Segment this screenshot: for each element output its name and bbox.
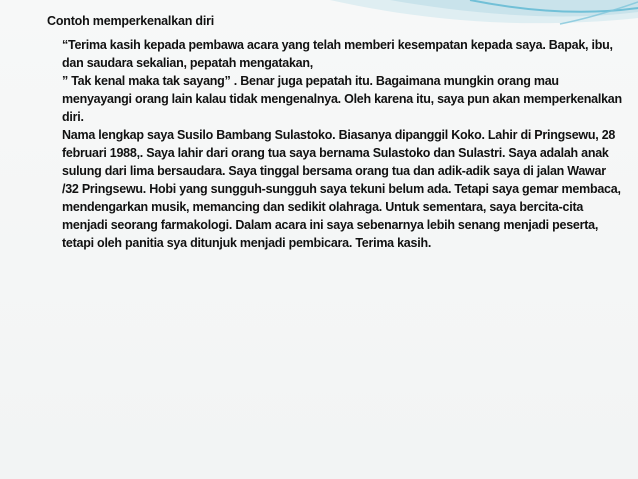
paragraph-opening: “Terima kasih kepada pembawa acara yang telah memberi kesempatan kepada saya. Bapak, ibu, dan saudara sekalian, pepatah mengatakan, xyxy=(62,38,613,70)
paragraph-proverb: ” Tak kenal maka tak sayang” . Benar juga pepatah itu. Bagaimana mungkin orang mau menyayangi orang lain kalau tidak mengenalnya. Oleh karena itu, saya pun akan memperkenalkan diri. xyxy=(62,74,622,124)
slide-title: Contoh memperkenalkan diri xyxy=(47,14,215,28)
paragraph-introduction: Nama lengkap saya Susilo Bambang Sulastoko. Biasanya dipanggil Koko. Lahir di Pringsewu, 28 februari 1988,. Saya lahir dari orang tua saya bernama Sulastoko dan Sulastri. Saya adalah anak sulung dari lima bersaudara. Saya tinggal bersama orang tua dan adik-adik saya di jalan Wawar /32 Pringsewu. Hobi yang sungguh-sungguh saya tekuni belum ada. Tetapi saya gemar membaca, mendengarkan musik, memancing dan sedikit olahraga. Untuk sementara, saya bercita-cita menjadi seorang farmakologi. Dalam acara ini saya sebenarnya lebih senang menjadi peserta, tetapi oleh panitia sya ditunjuk menjadi pembicara. Terima kasih. xyxy=(62,128,621,250)
